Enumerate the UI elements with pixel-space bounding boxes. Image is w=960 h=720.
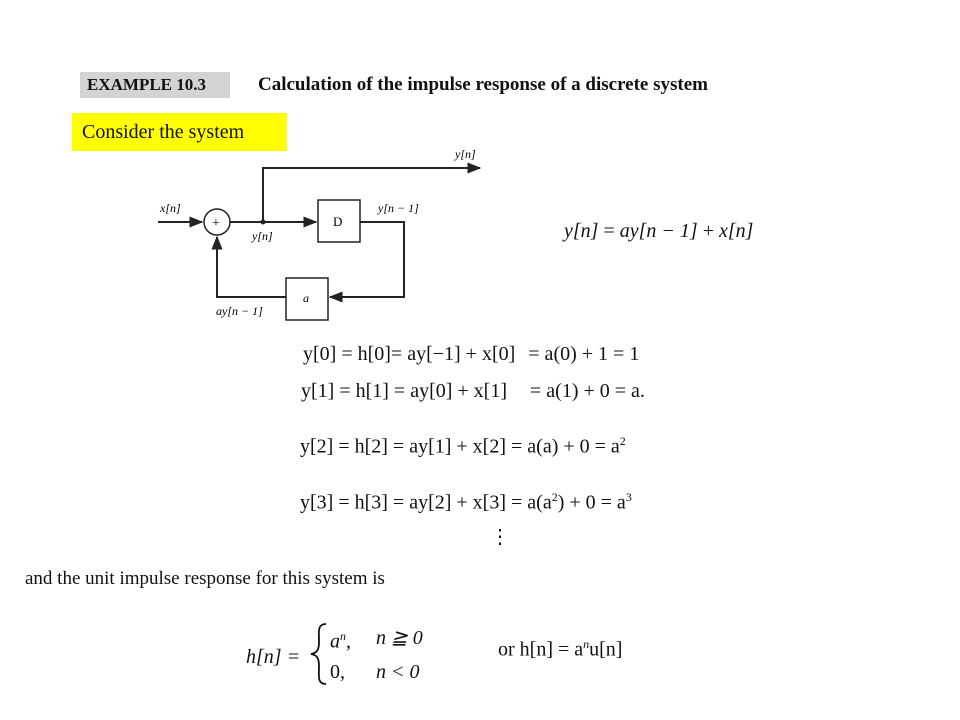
piecewise-lhs: h[n] =: [246, 646, 301, 668]
gain-output-line: [217, 237, 286, 297]
node-label: y[n]: [252, 229, 273, 243]
iteration-3-sup-mid: 2: [551, 490, 558, 504]
output-label: y[n]: [455, 147, 476, 161]
iteration-0-lhs: y[0] = h[0]= ay[−1] + x[0]: [303, 343, 516, 365]
example-label: EXAMPLE 10.3: [80, 72, 230, 98]
input-label: x[n]: [160, 201, 181, 215]
piecewise-case-2-value: 0,: [330, 661, 345, 683]
piecewise-case-2-condition: n < 0: [376, 661, 420, 683]
alternative-form-suffix: u[n]: [589, 638, 623, 661]
piecewise-case-1-comma: ,: [346, 630, 351, 653]
delay-output-label: y[n − 1]: [378, 201, 419, 215]
adder-symbol: +: [212, 216, 220, 231]
iteration-2-sup: 2: [619, 434, 626, 448]
diff-eq-lhs: y[n]: [564, 220, 599, 242]
diff-eq-term2: x[n]: [718, 220, 754, 242]
delay-block-label: D: [333, 214, 343, 229]
iteration-0: [303, 341, 639, 367]
example-title: Calculation of the impulse response of a discrete system: [258, 74, 708, 95]
alternative-form: [498, 631, 622, 663]
alternative-form-sup: n: [583, 637, 590, 651]
piecewise-case-1-condition: n ≧ 0: [376, 627, 423, 649]
iteration-3: [300, 484, 632, 516]
iteration-2: [300, 428, 626, 460]
iteration-1: [301, 378, 645, 404]
iteration-3-lhs: y[3] = h[3] = ay[2] + x[3] = a(a: [300, 491, 552, 514]
iteration-1-lhs: y[1] = h[1] = ay[0] + x[1]: [301, 380, 507, 402]
alternative-form-prefix: or h[n] = a: [498, 638, 584, 661]
iteration-0-rhs: = a(0) + 1 = 1: [528, 343, 640, 365]
vertical-ellipsis: ⋮: [490, 526, 510, 548]
iteration-1-rhs: = a(1) + 0 = a.: [530, 380, 645, 402]
output-line: [263, 168, 480, 222]
piecewise-case-1: [330, 623, 351, 655]
piecewise-case-1-value: a: [330, 630, 340, 653]
piecewise-case-1-sup: n: [340, 629, 346, 643]
conclusion-text: and the unit impulse response for this system is: [25, 568, 385, 589]
intro-highlight: Consider the system: [72, 113, 287, 151]
difference-equation: [564, 218, 753, 244]
diff-eq-plus: +: [702, 220, 714, 242]
feedback-label: ay[n − 1]: [216, 304, 263, 318]
iteration-2-lhs: y[2] = h[2] = ay[1] + x[2] = a(a) + 0 = a: [300, 435, 620, 458]
iteration-3-sup: 3: [625, 490, 632, 504]
iteration-3-mid: ) + 0 = a: [557, 491, 626, 514]
diff-eq-term1: ay[n − 1]: [619, 220, 698, 242]
gain-block-label: a: [303, 291, 309, 305]
diff-eq-equals: =: [603, 220, 615, 242]
piecewise-brace: [308, 622, 330, 686]
